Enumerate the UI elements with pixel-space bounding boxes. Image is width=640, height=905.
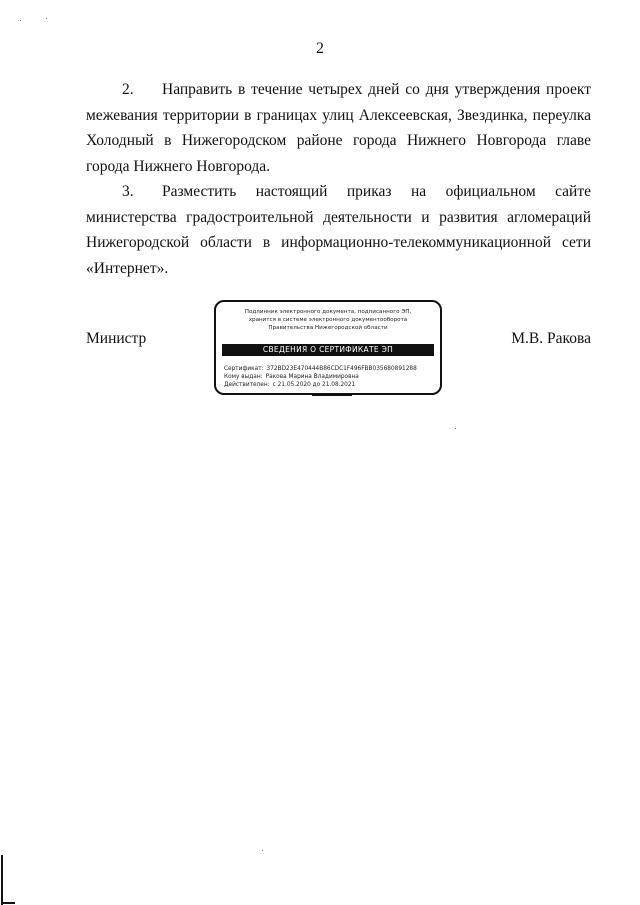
- paragraph-text: Направить в течение четырех дней со дня утверждения проект межевания территории в границах улиц Алексеевская, Звездинка, переулка Холодный в Нижегородском районе города Нижнего Новгорода главе города Нижнего Новгорода.: [86, 81, 591, 175]
- stamp-header-line: Правительства Нижегородской области: [268, 325, 388, 331]
- paragraph-3: [86, 179, 591, 281]
- validity-label: Действителен:: [224, 382, 270, 388]
- certificate-label: Сертификат:: [224, 366, 264, 372]
- paragraph-number: 3.: [122, 183, 134, 200]
- signatory-name: М.В. Ракова: [511, 330, 591, 347]
- paragraph-2: [86, 77, 591, 179]
- stamp-header-line: Подлинник электронного документа, подписанного ЭП,: [244, 309, 412, 315]
- stamp-header-line: хранится в системе электронного документооборота: [248, 317, 408, 323]
- paragraph-text: Разместить настоящий приказ на официальном сайте министерства градостроительной деятельности и развития агломераций Нижегородской области в информационно-телекоммуникационной сети «Интернет».: [86, 183, 591, 277]
- certificate-value: 372BD23E470444B86CDC1F496FBB035680891288: [266, 366, 417, 372]
- scan-speck: [262, 850, 263, 851]
- scan-speck: [46, 18, 47, 19]
- stamp-underline: [312, 395, 352, 396]
- issued-to-value: Ракова Марина Владимировна: [265, 374, 359, 380]
- scan-edge-mark: [1, 902, 15, 904]
- signatory-title: Министр: [86, 330, 147, 347]
- scan-speck: [20, 20, 21, 21]
- scan-speck: [455, 428, 456, 429]
- certificate-row: [224, 365, 434, 373]
- issued-to-row: [224, 373, 434, 381]
- issued-to-label: Кому выдан:: [224, 374, 263, 380]
- stamp-details: [224, 365, 434, 389]
- electronic-signature-stamp: [214, 300, 442, 395]
- stamp-title-bar: СВЕДЕНИЯ О СЕРТИФИКАТЕ ЭП: [222, 344, 434, 356]
- page-number: 2: [316, 40, 324, 57]
- stamp-header: [216, 308, 440, 332]
- validity-value: с 21.05.2020 до 21.08.2021: [272, 382, 356, 388]
- scan-edge-mark: [1, 855, 3, 905]
- paragraph-number: 2.: [122, 81, 134, 98]
- validity-row: [224, 381, 434, 389]
